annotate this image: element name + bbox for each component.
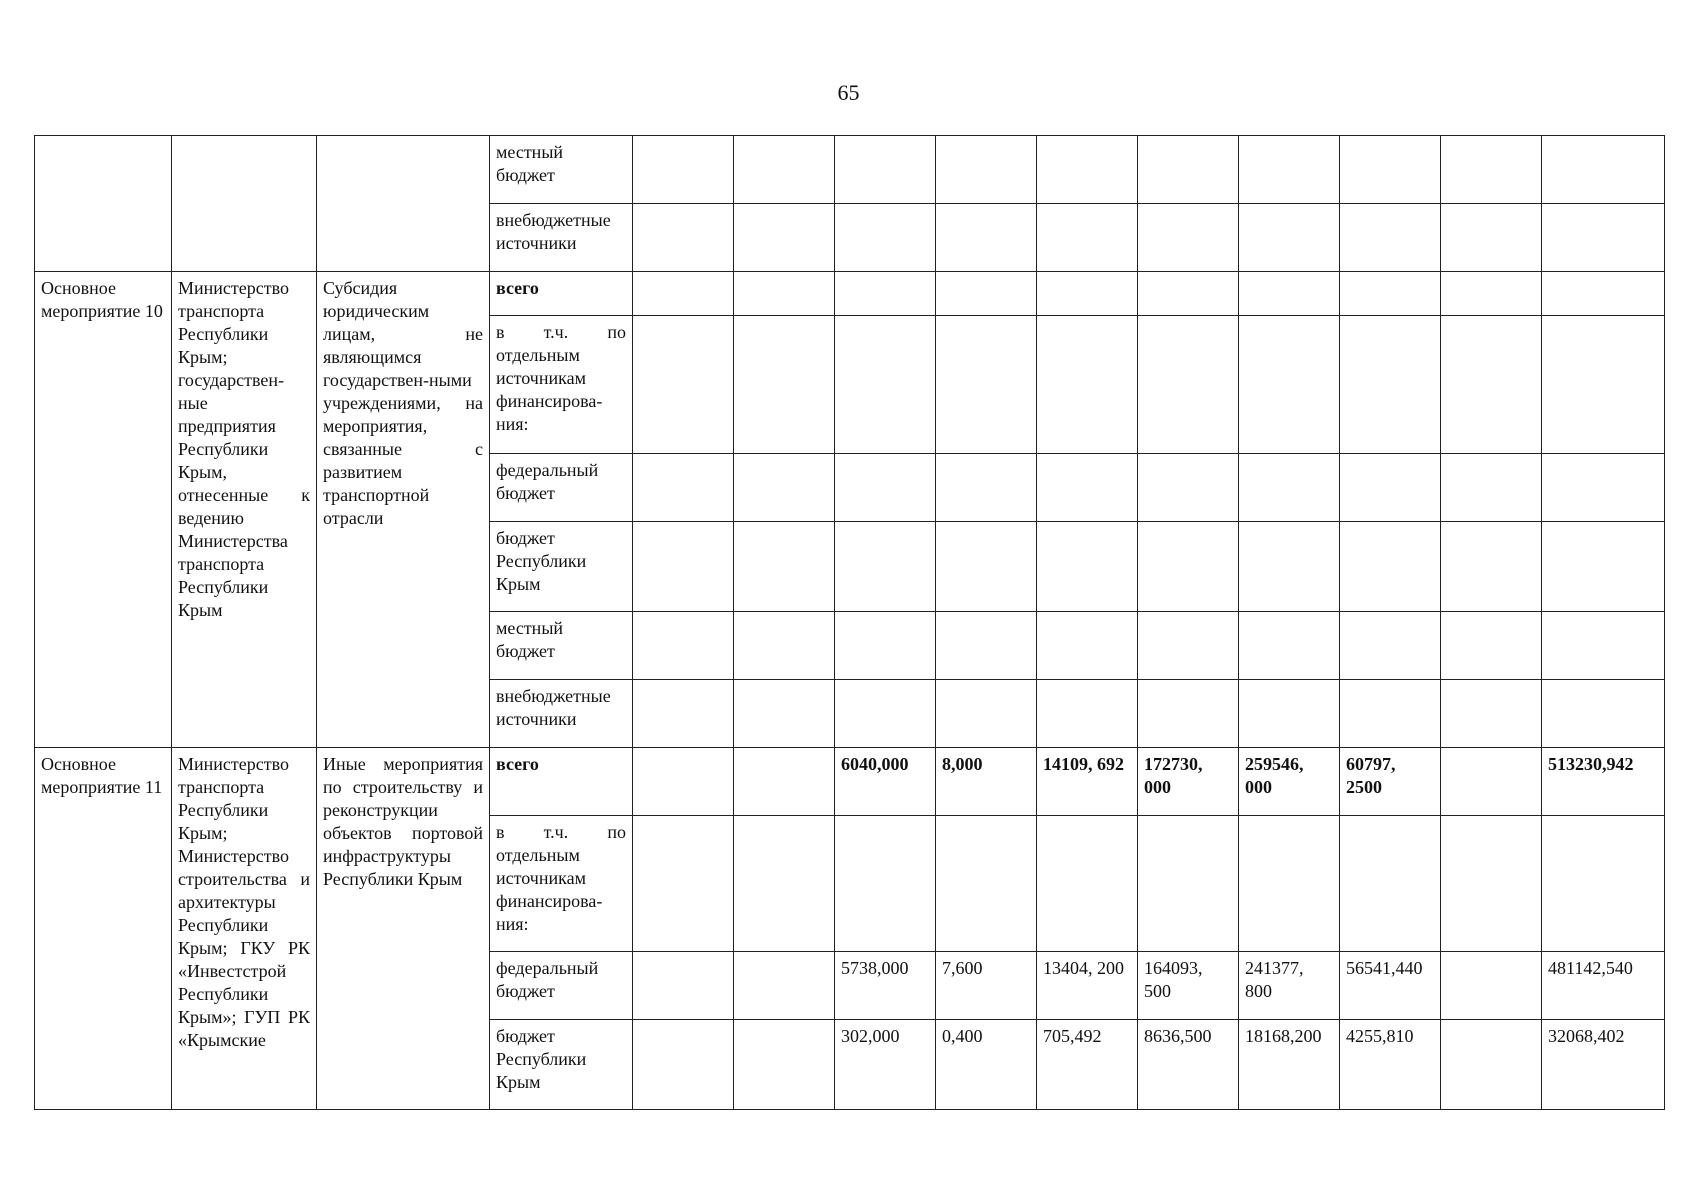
value-cell — [1037, 272, 1138, 316]
value-cell — [734, 454, 835, 522]
value-cell: 32068,402 — [1542, 1020, 1665, 1110]
value-cell: 56541,440 — [1340, 952, 1441, 1020]
value-cell: 18168,200 — [1239, 1020, 1340, 1110]
value-cell — [1542, 316, 1665, 454]
funding-source-cell: бюджет Республики Крым — [490, 1020, 633, 1110]
value-cell — [936, 204, 1037, 272]
value-cell — [1542, 680, 1665, 748]
value-cell — [1441, 454, 1542, 522]
value-cell — [1138, 816, 1239, 952]
funding-source-cell: всего — [490, 272, 633, 316]
value-cell: 14109, 692 — [1037, 748, 1138, 816]
value-cell — [936, 136, 1037, 204]
value-cell — [835, 316, 936, 454]
funding-source-cell: бюджет Республики Крым — [490, 522, 633, 612]
value-cell — [1037, 816, 1138, 952]
funding-source-cell: всего — [490, 748, 633, 816]
value-cell — [734, 816, 835, 952]
value-cell — [1037, 136, 1138, 204]
value-cell: 705,492 — [1037, 1020, 1138, 1110]
value-cell — [835, 272, 936, 316]
value-cell — [1340, 316, 1441, 454]
value-cell — [734, 522, 835, 612]
value-cell — [1441, 204, 1542, 272]
value-cell — [936, 816, 1037, 952]
value-cell — [1239, 316, 1340, 454]
value-cell — [936, 316, 1037, 454]
value-cell — [1542, 272, 1665, 316]
value-cell — [1441, 680, 1542, 748]
funding-source-cell: федеральный бюджет — [490, 952, 633, 1020]
value-cell — [1542, 816, 1665, 952]
funding-source-cell: внебюджетные источники — [490, 680, 633, 748]
value-cell — [1138, 680, 1239, 748]
value-cell — [835, 816, 936, 952]
value-cell — [1441, 952, 1542, 1020]
value-cell — [936, 454, 1037, 522]
value-cell — [1340, 272, 1441, 316]
executor-cell — [172, 136, 317, 272]
value-cell: 4255,810 — [1340, 1020, 1441, 1110]
value-cell — [936, 522, 1037, 612]
value-cell: 241377, 800 — [1239, 952, 1340, 1020]
value-cell — [1441, 1020, 1542, 1110]
value-cell — [1441, 612, 1542, 680]
value-cell — [734, 612, 835, 680]
value-cell — [734, 952, 835, 1020]
activity-name-cell — [35, 136, 172, 272]
value-cell: 5738,000 — [835, 952, 936, 1020]
value-cell: 259546, 000 — [1239, 748, 1340, 816]
value-cell — [1441, 316, 1542, 454]
value-cell — [1340, 204, 1441, 272]
value-cell — [1138, 272, 1239, 316]
value-cell — [734, 204, 835, 272]
value-cell — [633, 136, 734, 204]
value-cell — [1340, 612, 1441, 680]
value-cell: 0,400 — [936, 1020, 1037, 1110]
value-cell — [633, 316, 734, 454]
value-cell — [1542, 522, 1665, 612]
value-cell — [734, 316, 835, 454]
value-cell — [1138, 522, 1239, 612]
value-cell — [835, 204, 936, 272]
funding-source-cell: местный бюджет — [490, 612, 633, 680]
value-cell — [1542, 136, 1665, 204]
value-cell — [633, 1020, 734, 1110]
value-cell — [936, 272, 1037, 316]
funding-source-cell: в т.ч. по отдельным источникам финансирова-ния: — [490, 816, 633, 952]
value-cell — [1441, 522, 1542, 612]
value-cell — [1239, 272, 1340, 316]
value-cell — [835, 454, 936, 522]
value-cell: 8,000 — [936, 748, 1037, 816]
value-cell — [734, 272, 835, 316]
value-cell — [734, 136, 835, 204]
value-cell — [633, 272, 734, 316]
value-cell — [835, 680, 936, 748]
value-cell — [1239, 816, 1340, 952]
value-cell — [936, 680, 1037, 748]
executor-cell: Министерство транспорта Республики Крым; Министерство строительства и архитектуры Республики Крым; ГКУ РК «Инвестстрой Республики Крым»; ГУП РК «Крымские — [172, 748, 317, 1110]
value-cell — [1542, 612, 1665, 680]
value-cell — [734, 1020, 835, 1110]
value-cell — [1138, 316, 1239, 454]
value-cell — [1340, 816, 1441, 952]
value-cell — [1138, 204, 1239, 272]
table-row — [35, 272, 1665, 316]
funding-source-cell: федеральный бюджет — [490, 454, 633, 522]
table-row — [35, 136, 1665, 204]
value-cell — [1138, 454, 1239, 522]
value-cell — [1239, 522, 1340, 612]
value-cell: 172730, 000 — [1138, 748, 1239, 816]
value-cell — [1441, 748, 1542, 816]
value-cell — [1340, 136, 1441, 204]
value-cell — [633, 680, 734, 748]
budget-table — [34, 135, 1665, 1110]
value-cell — [1340, 522, 1441, 612]
value-cell: 60797, 2500 — [1340, 748, 1441, 816]
funding-source-cell: местный бюджет — [490, 136, 633, 204]
funding-source-cell: внебюджетные источники — [490, 204, 633, 272]
value-cell — [1542, 204, 1665, 272]
value-cell: 7,600 — [936, 952, 1037, 1020]
description-cell — [317, 136, 490, 272]
activity-name-cell: Основное мероприятие 11 — [35, 748, 172, 1110]
value-cell — [1138, 136, 1239, 204]
value-cell — [633, 454, 734, 522]
value-cell: 302,000 — [835, 1020, 936, 1110]
value-cell: 6040,000 — [835, 748, 936, 816]
value-cell — [835, 136, 936, 204]
activity-name-cell: Основное мероприятие 10 — [35, 272, 172, 748]
value-cell: 8636,500 — [1138, 1020, 1239, 1110]
value-cell — [1340, 680, 1441, 748]
value-cell: 13404, 200 — [1037, 952, 1138, 1020]
page-number: 65 — [837, 80, 860, 105]
value-cell — [1138, 612, 1239, 680]
value-cell — [633, 612, 734, 680]
value-cell — [1037, 680, 1138, 748]
value-cell: 481142,540 — [1542, 952, 1665, 1020]
value-cell — [734, 680, 835, 748]
description-cell: Субсидия юридическим лицам, не являющимся государствен-ными учреждениями, на мероприятия, связанные с развитием транспортной отрасли — [317, 272, 490, 748]
table-row — [35, 748, 1665, 816]
description-cell: Иные мероприятия по строительству и реконструкции объектов портовой инфраструктуры Республики Крым — [317, 748, 490, 1110]
value-cell — [1441, 816, 1542, 952]
value-cell — [1441, 272, 1542, 316]
value-cell — [1037, 204, 1138, 272]
funding-source-cell: в т.ч. по отдельным источникам финансирова-ния: — [490, 316, 633, 454]
value-cell — [835, 612, 936, 680]
value-cell — [1037, 454, 1138, 522]
value-cell — [734, 748, 835, 816]
value-cell — [1239, 204, 1340, 272]
value-cell — [633, 522, 734, 612]
value-cell — [1037, 612, 1138, 680]
value-cell — [633, 748, 734, 816]
value-cell — [1239, 136, 1340, 204]
value-cell — [1340, 454, 1441, 522]
executor-cell: Министерство транспорта Республики Крым; государствен-ные предприятия Республики Крым, отнесенные к ведению Министерства транспорта Республики Крым — [172, 272, 317, 748]
value-cell — [1239, 680, 1340, 748]
value-cell — [633, 204, 734, 272]
value-cell — [1239, 454, 1340, 522]
value-cell — [633, 816, 734, 952]
value-cell: 513230,942 — [1542, 748, 1665, 816]
value-cell: 164093, 500 — [1138, 952, 1239, 1020]
value-cell — [633, 952, 734, 1020]
value-cell — [1239, 612, 1340, 680]
value-cell — [1542, 454, 1665, 522]
value-cell — [1037, 316, 1138, 454]
value-cell — [1037, 522, 1138, 612]
value-cell — [936, 612, 1037, 680]
value-cell — [835, 522, 936, 612]
value-cell — [1441, 136, 1542, 204]
